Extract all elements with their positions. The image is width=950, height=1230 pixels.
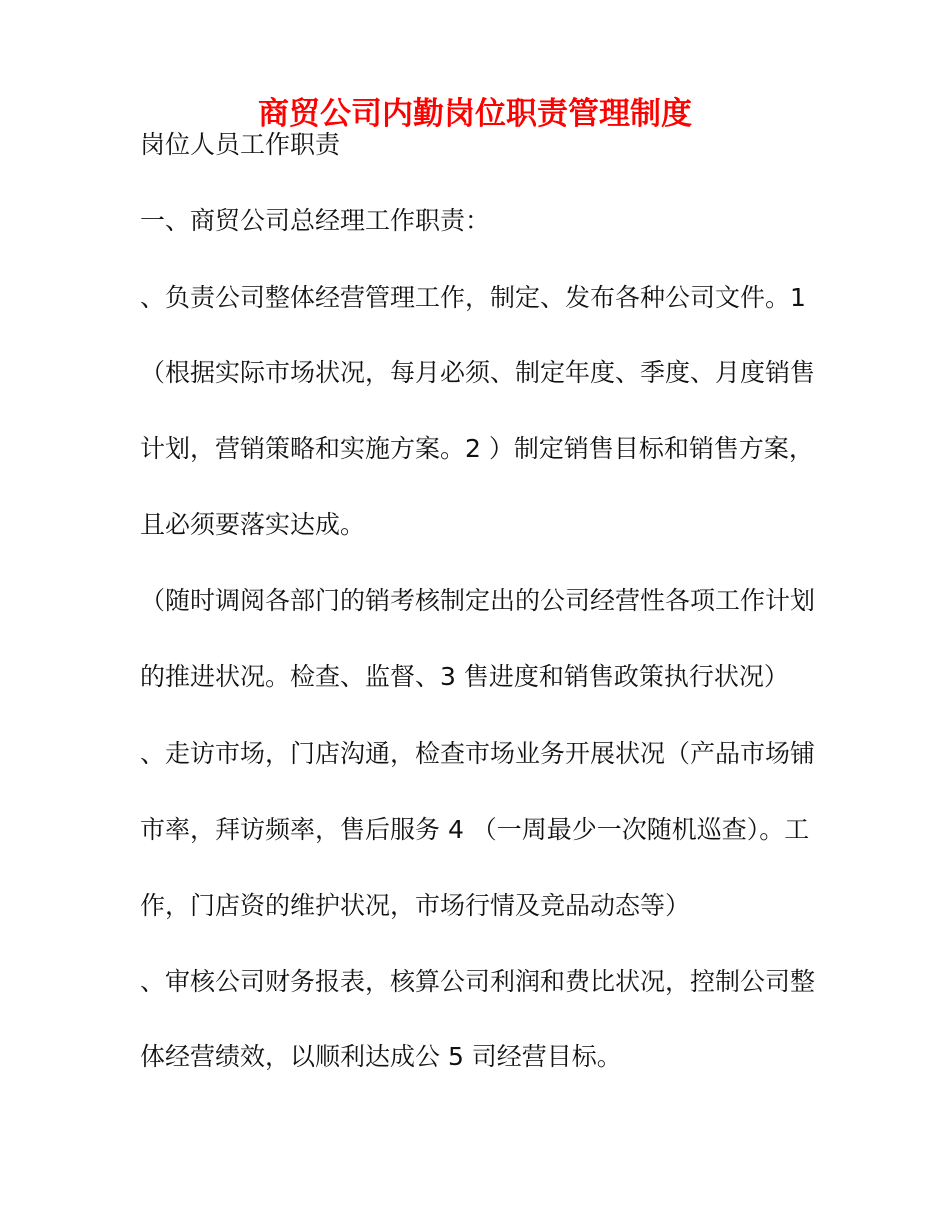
paragraph-line: （随时调阅各部门的销考核制定出的公司经营性各项工作计划 (140, 586, 816, 615)
paragraph-line: 且必须要落实达成。 (140, 510, 366, 539)
paragraph-line: 作，门店资的维护状况，市场行情及竞品动态等） (140, 891, 691, 920)
paragraph-line: 、负责公司整体经营管理工作，制定、发布各种公司文件。1 (140, 283, 806, 312)
paragraph-line: 、审核公司财务报表，核算公司利润和费比状况，控制公司整 (140, 967, 816, 996)
paragraph-line: （根据实际市场状况，每月必须、制定年度、季度、月度销售 (140, 358, 816, 387)
section-heading: 岗位人员工作职责 (140, 130, 341, 159)
subsection-heading: 一、商贸公司总经理工作职责： (140, 206, 491, 235)
document-title: 商贸公司内勤岗位职责管理制度 (258, 96, 692, 132)
paragraph-line: 体经营绩效，以顺利达成公 5 司经营目标。 (140, 1042, 622, 1071)
paragraph-line: 计划，营销策略和实施方案。2 ）制定销售目标和销售方案， (140, 434, 814, 463)
paragraph-line: 的推进状况。检查、监督、3 售进度和销售政策执行状况） (140, 662, 789, 691)
paragraph-line: 市率，拜访频率，售后服务 4 （一周最少一次随机巡查）。工 (140, 815, 810, 844)
paragraph-line: 、走访市场，门店沟通，检查市场业务开展状况（产品市场铺 (140, 739, 816, 768)
